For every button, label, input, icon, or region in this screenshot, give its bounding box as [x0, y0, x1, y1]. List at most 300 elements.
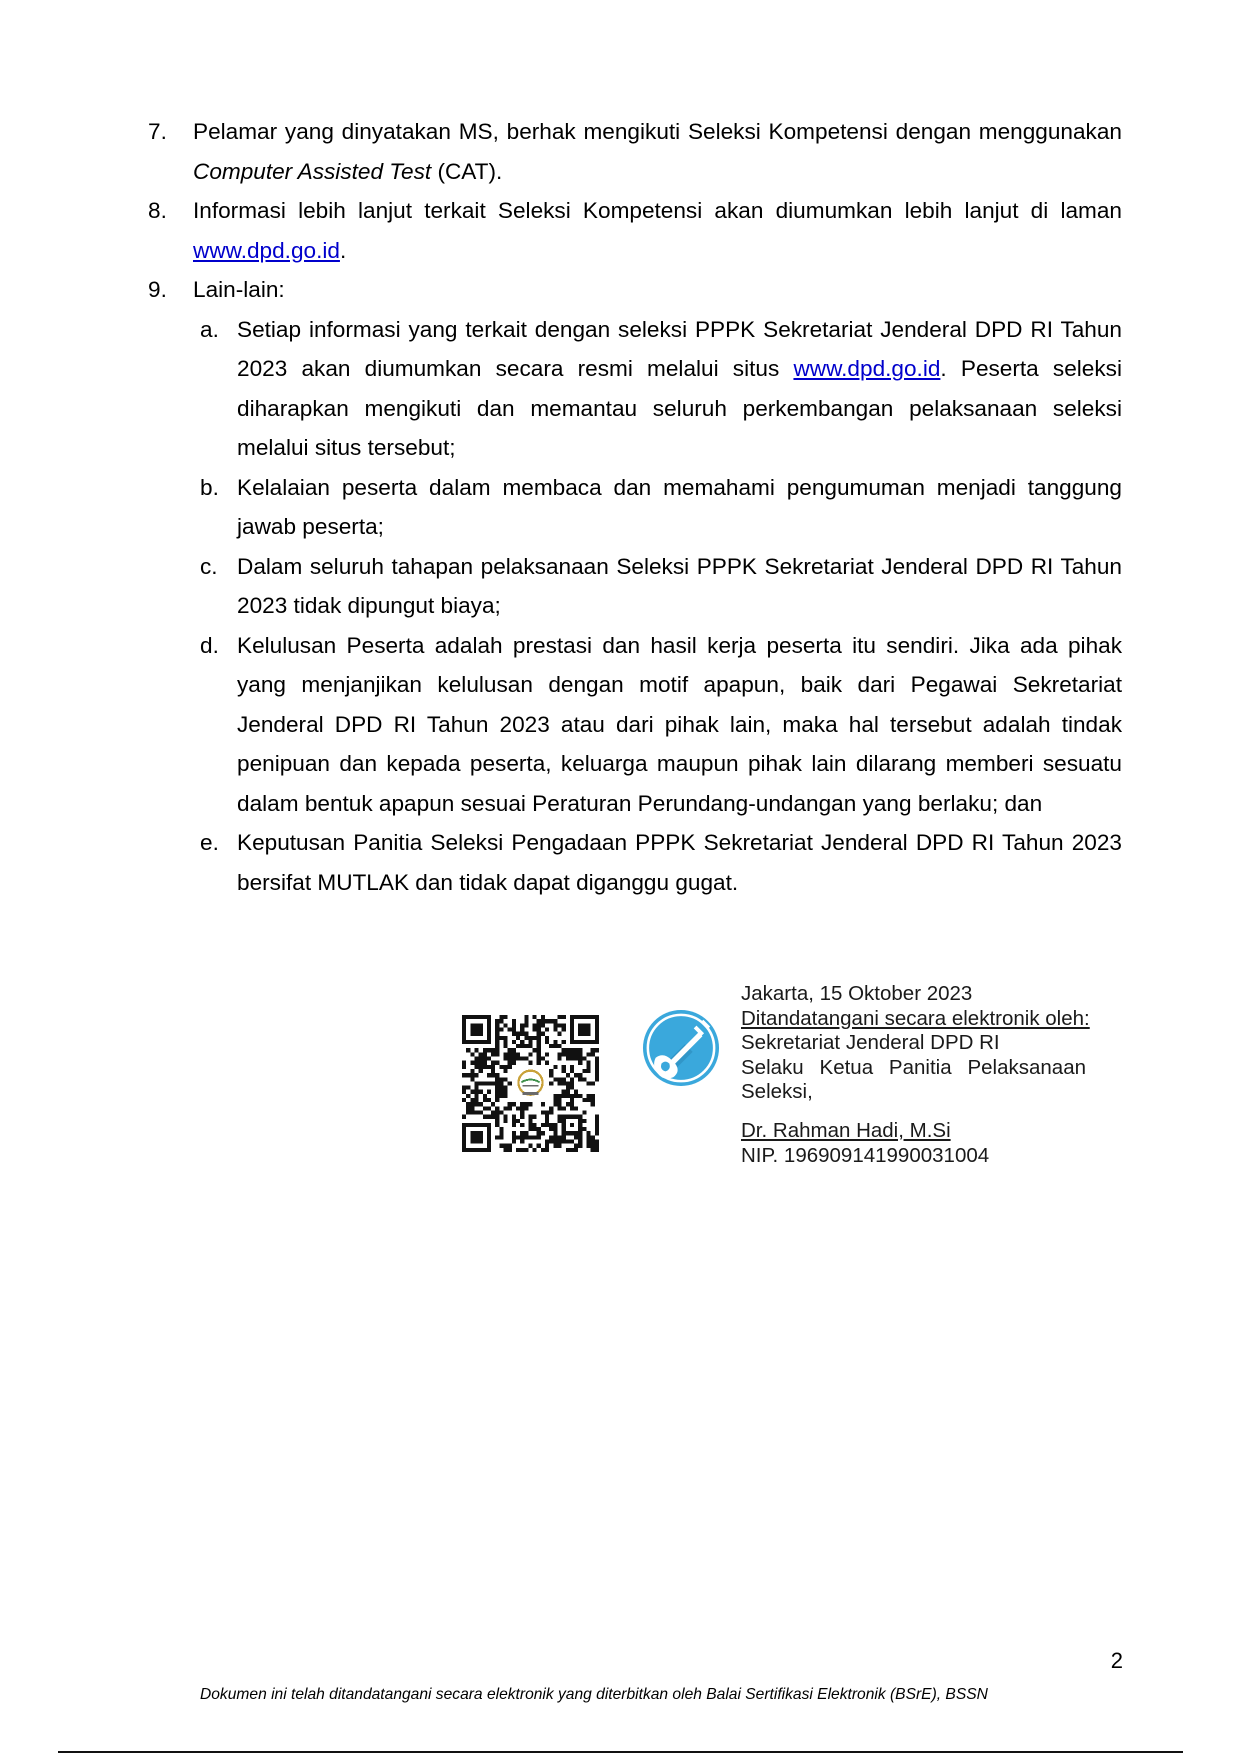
item-text: Lain-lain: [193, 277, 285, 302]
qr-module [574, 1135, 578, 1139]
qr-module [591, 1140, 595, 1144]
qr-module [479, 1110, 483, 1114]
qr-module [557, 1015, 561, 1019]
qr-module [562, 1106, 566, 1110]
qr-module [570, 1057, 574, 1061]
qr-module [541, 1032, 545, 1036]
e-signature-footer-note: Dokumen ini telah ditandatangani secara elektronik yang diterbitkan oleh Balai Sertifikasi Elektronik (BSrE), BSSN [200, 1686, 988, 1703]
qr-module [512, 1019, 516, 1023]
qr-module [595, 1065, 599, 1069]
qr-module [528, 1061, 532, 1065]
sub-item-d [0, 626, 1241, 824]
qr-module [524, 1015, 528, 1019]
qr-module [504, 1069, 508, 1073]
qr-module [516, 1148, 520, 1152]
qr-module [587, 1135, 591, 1139]
qr-module [462, 1098, 466, 1102]
qr-module [537, 1057, 541, 1061]
qr-module [566, 1048, 570, 1052]
item-text [193, 191, 1122, 270]
qr-module [504, 1023, 508, 1027]
qr-module [479, 1065, 483, 1069]
qr-module [557, 1077, 561, 1081]
qr-module [504, 1015, 508, 1019]
qr-module [520, 1044, 524, 1048]
qr-module [549, 1019, 553, 1023]
qr-module [504, 1119, 508, 1123]
qr-module [516, 1052, 520, 1056]
footer-divider [58, 1751, 1183, 1753]
qr-module [591, 1048, 595, 1052]
qr-module [533, 1036, 537, 1040]
qr-module [528, 1052, 532, 1056]
qr-module [562, 1040, 566, 1044]
qr-module [495, 1077, 499, 1081]
qr-module [537, 1044, 541, 1048]
qr-module [504, 1106, 508, 1110]
qr-module [553, 1019, 557, 1023]
dpd-emblem-icon [516, 1069, 545, 1098]
qr-module [595, 1123, 599, 1127]
qr-module [520, 1135, 524, 1139]
qr-module [566, 1148, 570, 1152]
qr-module [520, 1148, 524, 1152]
qr-module [582, 1077, 586, 1081]
qr-module [487, 1098, 491, 1102]
qr-module [574, 1148, 578, 1152]
qr-module [524, 1023, 528, 1027]
qr-module [516, 1135, 520, 1139]
qr-module [479, 1057, 483, 1061]
qr-module [524, 1032, 528, 1036]
qr-module [512, 1102, 516, 1106]
qr-module [537, 1027, 541, 1031]
qr-module [528, 1144, 532, 1148]
dpd-website-link[interactable]: www.dpd.go.id [793, 356, 941, 381]
qr-module [470, 1052, 474, 1056]
qr-module [553, 1123, 557, 1127]
qr-module [545, 1052, 549, 1056]
qr-module [557, 1140, 561, 1144]
qr-module [462, 1090, 466, 1094]
qr-module [582, 1119, 586, 1123]
qr-module [587, 1061, 591, 1065]
qr-module [499, 1036, 503, 1040]
qr-module [587, 1140, 591, 1144]
qr-module [557, 1098, 561, 1102]
qr-alignment-pattern [570, 1123, 574, 1127]
qr-module [562, 1065, 566, 1069]
qr-module [520, 1040, 524, 1044]
announcement-list [0, 112, 1241, 902]
qr-module [512, 1052, 516, 1056]
qr-module [557, 1102, 561, 1106]
qr-module [504, 1065, 508, 1069]
qr-module [487, 1106, 491, 1110]
qr-module [474, 1081, 478, 1085]
qr-module [520, 1027, 524, 1031]
sub-item-text: Dalam seluruh tahapan pelaksanaan Seleksi PPPK Sekretariat Jenderal DPD RI Tahun 2023 tidak dipungut biaya; [237, 553, 1122, 618]
qr-module [595, 1127, 599, 1131]
qr-module [491, 1102, 495, 1106]
qr-module [574, 1094, 578, 1098]
qr-module [557, 1044, 561, 1048]
qr-module [524, 1044, 528, 1048]
qr-module [520, 1110, 524, 1114]
qr-module [470, 1069, 474, 1073]
qr-module [570, 1069, 574, 1073]
qr-module [516, 1119, 520, 1123]
qr-module [570, 1094, 574, 1098]
qr-module [549, 1106, 553, 1110]
qr-module [557, 1032, 561, 1036]
qr-module [591, 1098, 595, 1102]
qr-module [553, 1065, 557, 1069]
qr-module [553, 1023, 557, 1027]
qr-module [508, 1148, 512, 1152]
qr-module [479, 1061, 483, 1065]
item-number: 7. [148, 119, 167, 144]
qr-module [595, 1048, 599, 1052]
qr-module [557, 1144, 561, 1148]
qr-module [462, 1115, 466, 1119]
qr-module [570, 1086, 574, 1090]
qr-module [591, 1135, 595, 1139]
qr-module [504, 1086, 508, 1090]
qr-module [582, 1098, 586, 1102]
qr-module [462, 1073, 466, 1077]
qr-module [570, 1077, 574, 1081]
qr-module [549, 1081, 553, 1085]
qr-module [516, 1106, 520, 1110]
qr-module [474, 1094, 478, 1098]
qr-module [541, 1023, 545, 1027]
qr-module [495, 1135, 499, 1139]
qr-module [487, 1081, 491, 1085]
qr-module [549, 1110, 553, 1114]
qr-module [537, 1036, 541, 1040]
qr-module [483, 1057, 487, 1061]
qr-module [578, 1052, 582, 1056]
qr-module [528, 1127, 532, 1131]
qr-module [582, 1110, 586, 1114]
qr-module [479, 1081, 483, 1085]
signer-role-line2: Seleksi, [741, 1080, 813, 1103]
qr-module [499, 1086, 503, 1090]
qr-module [537, 1040, 541, 1044]
qr-module [483, 1106, 487, 1110]
qr-module [466, 1110, 470, 1114]
signer-nip: NIP. 196909141990031004 [741, 1143, 990, 1167]
qr-module [491, 1115, 495, 1119]
qr-module [545, 1115, 549, 1119]
qr-module [557, 1052, 561, 1056]
page-number: 2 [1110, 1648, 1123, 1673]
qr-module [491, 1048, 495, 1052]
item-text-part: (CAT). [431, 158, 503, 184]
qr-module [541, 1131, 545, 1135]
qr-module [504, 1040, 508, 1044]
qr-module [541, 1123, 545, 1127]
qr-module [495, 1044, 499, 1048]
qr-module [553, 1140, 557, 1144]
qr-module [495, 1098, 499, 1102]
qr-module [553, 1098, 557, 1102]
qr-module [545, 1144, 549, 1148]
qr-module [578, 1048, 582, 1052]
qr-module [566, 1081, 570, 1085]
qr-module [495, 1106, 499, 1110]
qr-module [495, 1073, 499, 1077]
qr-module [504, 1115, 508, 1119]
qr-module [512, 1023, 516, 1027]
qr-module [516, 1032, 520, 1036]
qr-module [495, 1061, 499, 1065]
qr-module [495, 1048, 499, 1052]
qr-module [512, 1061, 516, 1065]
qr-module [528, 1119, 532, 1123]
qr-module [528, 1115, 532, 1119]
item-text-part: . Peserta seleksi diharapkan mengikuti dan memantau seluruh perkembangan pelaksanaan seleksi melalui situs tersebut; [237, 356, 1122, 460]
qr-module [545, 1036, 549, 1040]
qr-module [545, 1040, 549, 1044]
key-seal-icon [642, 1009, 720, 1087]
qr-module [491, 1065, 495, 1069]
qr-module [557, 1115, 561, 1119]
qr-module [545, 1140, 549, 1144]
qr-module [524, 1131, 528, 1135]
qr-module [474, 1048, 478, 1052]
qr-module [474, 1102, 478, 1106]
qr-module [504, 1036, 508, 1040]
qr-module [495, 1123, 499, 1127]
qr-module [570, 1081, 574, 1085]
qr-module [520, 1057, 524, 1061]
qr-module [462, 1061, 466, 1065]
sub-item-b [0, 468, 1241, 547]
qr-module [541, 1019, 545, 1023]
qr-module [557, 1094, 561, 1098]
qr-module [466, 1102, 470, 1106]
qr-module [587, 1094, 591, 1098]
qr-module [512, 1119, 516, 1123]
qr-module [499, 1144, 503, 1148]
item-text-part: . [339, 237, 347, 263]
qr-module [524, 1135, 528, 1139]
qr-module [466, 1073, 470, 1077]
qr-module [512, 1048, 516, 1052]
qr-module [508, 1057, 512, 1061]
qr-module [495, 1040, 499, 1044]
qr-module [549, 1135, 553, 1139]
qr-module [537, 1052, 541, 1056]
qr-module [545, 1119, 549, 1123]
qr-module [487, 1057, 491, 1061]
qr-module [562, 1069, 566, 1073]
qr-module [512, 1115, 516, 1119]
qr-module [483, 1061, 487, 1065]
qr-module [466, 1086, 470, 1090]
sub-item-letter: e. [200, 830, 219, 855]
qr-module [533, 1048, 537, 1052]
qr-module [487, 1090, 491, 1094]
dpd-website-link[interactable]: www.dpd.go.id [193, 237, 340, 263]
qr-module [528, 1123, 532, 1127]
qr-module [470, 1077, 474, 1081]
qr-module [487, 1065, 491, 1069]
qr-module [582, 1127, 586, 1131]
qr-module [553, 1040, 557, 1044]
qr-module [562, 1077, 566, 1081]
qr-module [574, 1106, 578, 1110]
qr-module [508, 1144, 512, 1148]
qr-module [470, 1110, 474, 1114]
qr-module [545, 1061, 549, 1065]
qr-module [591, 1094, 595, 1098]
qr-module [512, 1123, 516, 1127]
qr-module [574, 1144, 578, 1148]
qr-module [566, 1057, 570, 1061]
qr-module [508, 1048, 512, 1052]
item-number: 8. [148, 198, 167, 223]
qr-module [570, 1148, 574, 1152]
qr-module [499, 1110, 503, 1114]
qr-module [578, 1135, 582, 1139]
qr-module [545, 1148, 549, 1152]
qr-module [508, 1052, 512, 1056]
sub-item-text [237, 310, 1122, 468]
qr-module [562, 1140, 566, 1144]
item-number: 9. [148, 277, 167, 302]
qr-module [470, 1090, 474, 1094]
signer-role-line1: Selaku Ketua Panitia Pelaksanaan [741, 1055, 1086, 1079]
qr-module [499, 1090, 503, 1094]
qr-module [578, 1077, 582, 1081]
qr-module [595, 1131, 599, 1135]
qr-module [487, 1115, 491, 1119]
qr-module [462, 1086, 466, 1090]
qr-module [499, 1065, 503, 1069]
qr-module [512, 1032, 516, 1036]
spacer [741, 1105, 1086, 1120]
qr-module [549, 1127, 553, 1131]
qr-module [533, 1127, 537, 1131]
qr-module [595, 1077, 599, 1081]
qr-module [495, 1110, 499, 1114]
qr-module [566, 1073, 570, 1077]
qr-module [479, 1102, 483, 1106]
qr-module [524, 1102, 528, 1106]
qr-module [591, 1144, 595, 1148]
list-item-7 [0, 112, 1241, 191]
qr-module [524, 1106, 528, 1110]
qr-module [541, 1015, 545, 1019]
item-text-part: Pelamar yang dinyatakan MS, berhak mengikuti Seleksi Kompetensi dengan menggunakan [193, 119, 1122, 144]
qr-module [557, 1135, 561, 1139]
qr-module [549, 1044, 553, 1048]
sub-item-text: Keputusan Panitia Seleksi Pengadaan PPPK Sekretariat Jenderal DPD RI Tahun 2023 bersifat MUTLAK dan tidak dapat diganggu gugat. [237, 830, 1122, 895]
qr-module [533, 1023, 537, 1027]
qr-module [537, 1048, 541, 1052]
qr-module [524, 1148, 528, 1152]
qr-module [537, 1023, 541, 1027]
qr-module [578, 1073, 582, 1077]
qr-module [595, 1069, 599, 1073]
qr-module [553, 1102, 557, 1106]
qr-module [528, 1102, 532, 1106]
qr-module [491, 1061, 495, 1065]
qr-module [549, 1140, 553, 1144]
qr-module [566, 1086, 570, 1090]
qr-module [479, 1090, 483, 1094]
qr-module [495, 1052, 499, 1056]
qr-module [595, 1144, 599, 1148]
qr-module [545, 1019, 549, 1023]
qr-finder-top-right [570, 1015, 599, 1044]
qr-module [499, 1077, 503, 1081]
qr-module [474, 1057, 478, 1061]
item-text [193, 112, 1122, 191]
qr-module [562, 1027, 566, 1031]
qr-module [474, 1065, 478, 1069]
qr-module [587, 1069, 591, 1073]
qr-module [470, 1102, 474, 1106]
qr-module [578, 1140, 582, 1144]
qr-module [504, 1148, 508, 1152]
qr-module [528, 1040, 532, 1044]
qr-module [483, 1094, 487, 1098]
signer-office: Sekretariat Jenderal DPD RI [741, 1031, 1000, 1054]
sub-item-letter: a. [200, 316, 219, 342]
qr-module [483, 1115, 487, 1119]
qr-module [483, 1052, 487, 1056]
qr-module [533, 1115, 537, 1119]
qr-module [574, 1090, 578, 1094]
qr-module [582, 1069, 586, 1073]
qr-module [483, 1098, 487, 1102]
qr-module [566, 1090, 570, 1094]
qr-module [499, 1081, 503, 1085]
qr-module [574, 1052, 578, 1056]
qr-module [562, 1023, 566, 1027]
qr-module [591, 1052, 595, 1056]
qr-module [587, 1081, 591, 1085]
signature-block [741, 982, 1090, 1168]
qr-finder-top-left [462, 1015, 491, 1044]
qr-module [570, 1048, 574, 1052]
qr-module [545, 1110, 549, 1114]
qr-module [553, 1127, 557, 1131]
qr-module [491, 1069, 495, 1073]
sub-item-text: Kelalaian peserta dalam membaca dan memahami pengumuman menjadi tanggung jawab peserta; [237, 474, 1122, 539]
qr-module [545, 1123, 549, 1127]
qr-module [499, 1027, 503, 1031]
sub-item-e [0, 823, 1241, 902]
qr-module [570, 1098, 574, 1102]
qr-module [570, 1102, 574, 1106]
qr-module [549, 1069, 553, 1073]
sub-item-a [0, 310, 1241, 468]
qr-module [537, 1135, 541, 1139]
qr-module [528, 1044, 532, 1048]
qr-module [557, 1081, 561, 1085]
qr-module [541, 1057, 545, 1061]
qr-module [495, 1019, 499, 1023]
sub-item-c [0, 547, 1241, 626]
qr-module [528, 1036, 532, 1040]
qr-module [524, 1019, 528, 1023]
qr-module [495, 1094, 499, 1098]
